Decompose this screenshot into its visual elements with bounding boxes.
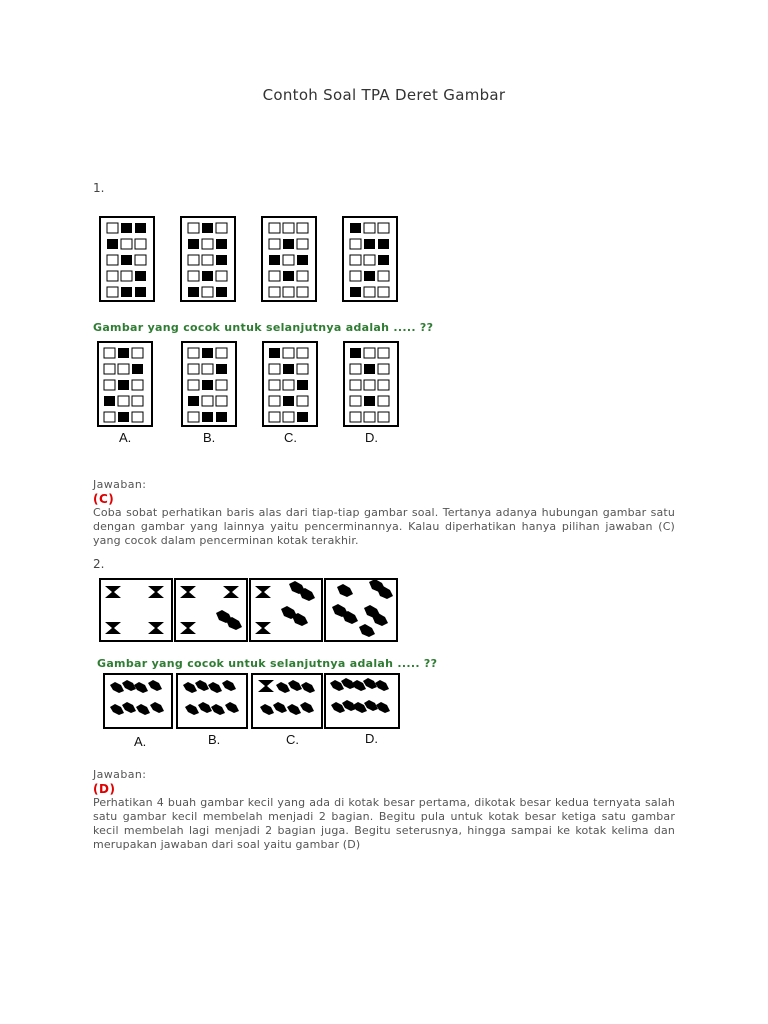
question-1-number: 1. (93, 181, 105, 195)
question-2-sequence-figure (97, 573, 402, 645)
question-2-number: 2. (93, 557, 105, 571)
option-b-label-2: B. (208, 732, 221, 747)
option-a-label: A. (119, 430, 132, 445)
option-c-label-2: C. (286, 732, 299, 747)
grid-panel-4 (343, 217, 397, 301)
question-1-prompt: Gambar yang cocok untuk selanjutnya adalah ..... ?? (93, 321, 434, 334)
option-a-grid (98, 342, 152, 426)
option-c-grid (263, 342, 317, 426)
question-1-sequence-figure (93, 210, 403, 305)
question-2-options-figure (97, 670, 403, 752)
question-2-explanation: Perhatikan 4 buah gambar kecil yang ada di kotak besar pertama, dikotak besar kedua ternyata salah satu gambar kecil membelah menjadi 2 bagian. Begitu pula untuk kotak besar ketiga satu gambar kecil membelah lagi menjadi 2 bagian juga. Begitu seterusnya, hingga sampai ke kotak kelima dan merupakan jawaban dari soal yaitu gambar (D) (93, 796, 675, 851)
grid-panel-1 (100, 217, 154, 301)
question-1-answer-label: Jawaban: (93, 478, 147, 491)
option-b-grid (182, 342, 236, 426)
question-2-answer-label: Jawaban: (93, 768, 147, 781)
question-1-answer: (C) (93, 492, 115, 506)
question-2-prompt: Gambar yang cocok untuk selanjutnya adalah ..... ?? (97, 657, 438, 670)
option-d-grid (344, 342, 398, 426)
option-a-label-2: A. (134, 734, 147, 749)
page-title: Contoh Soal TPA Deret Gambar (262, 86, 506, 104)
question-1-explanation: Coba sobat perhatikan baris alas dari tiap-tiap gambar soal. Tertanya adanya hubungan gambar satu dengan gambar yang lainnya yaitu pencerminannya. Kalau diperhatikan hanya pilihan jawaban (C) yang cocok dalam pencerminan kotak terakhir. (93, 506, 675, 547)
option-c-label: C. (284, 430, 297, 445)
question-1-options-figure (93, 338, 403, 450)
question-2-answer: (D) (93, 782, 116, 796)
grid-panel-3 (262, 217, 316, 301)
option-d-label: D. (365, 430, 378, 445)
option-d-label-2: D. (365, 731, 378, 746)
grid-panel-2 (181, 217, 235, 301)
option-b-label: B. (203, 430, 216, 445)
